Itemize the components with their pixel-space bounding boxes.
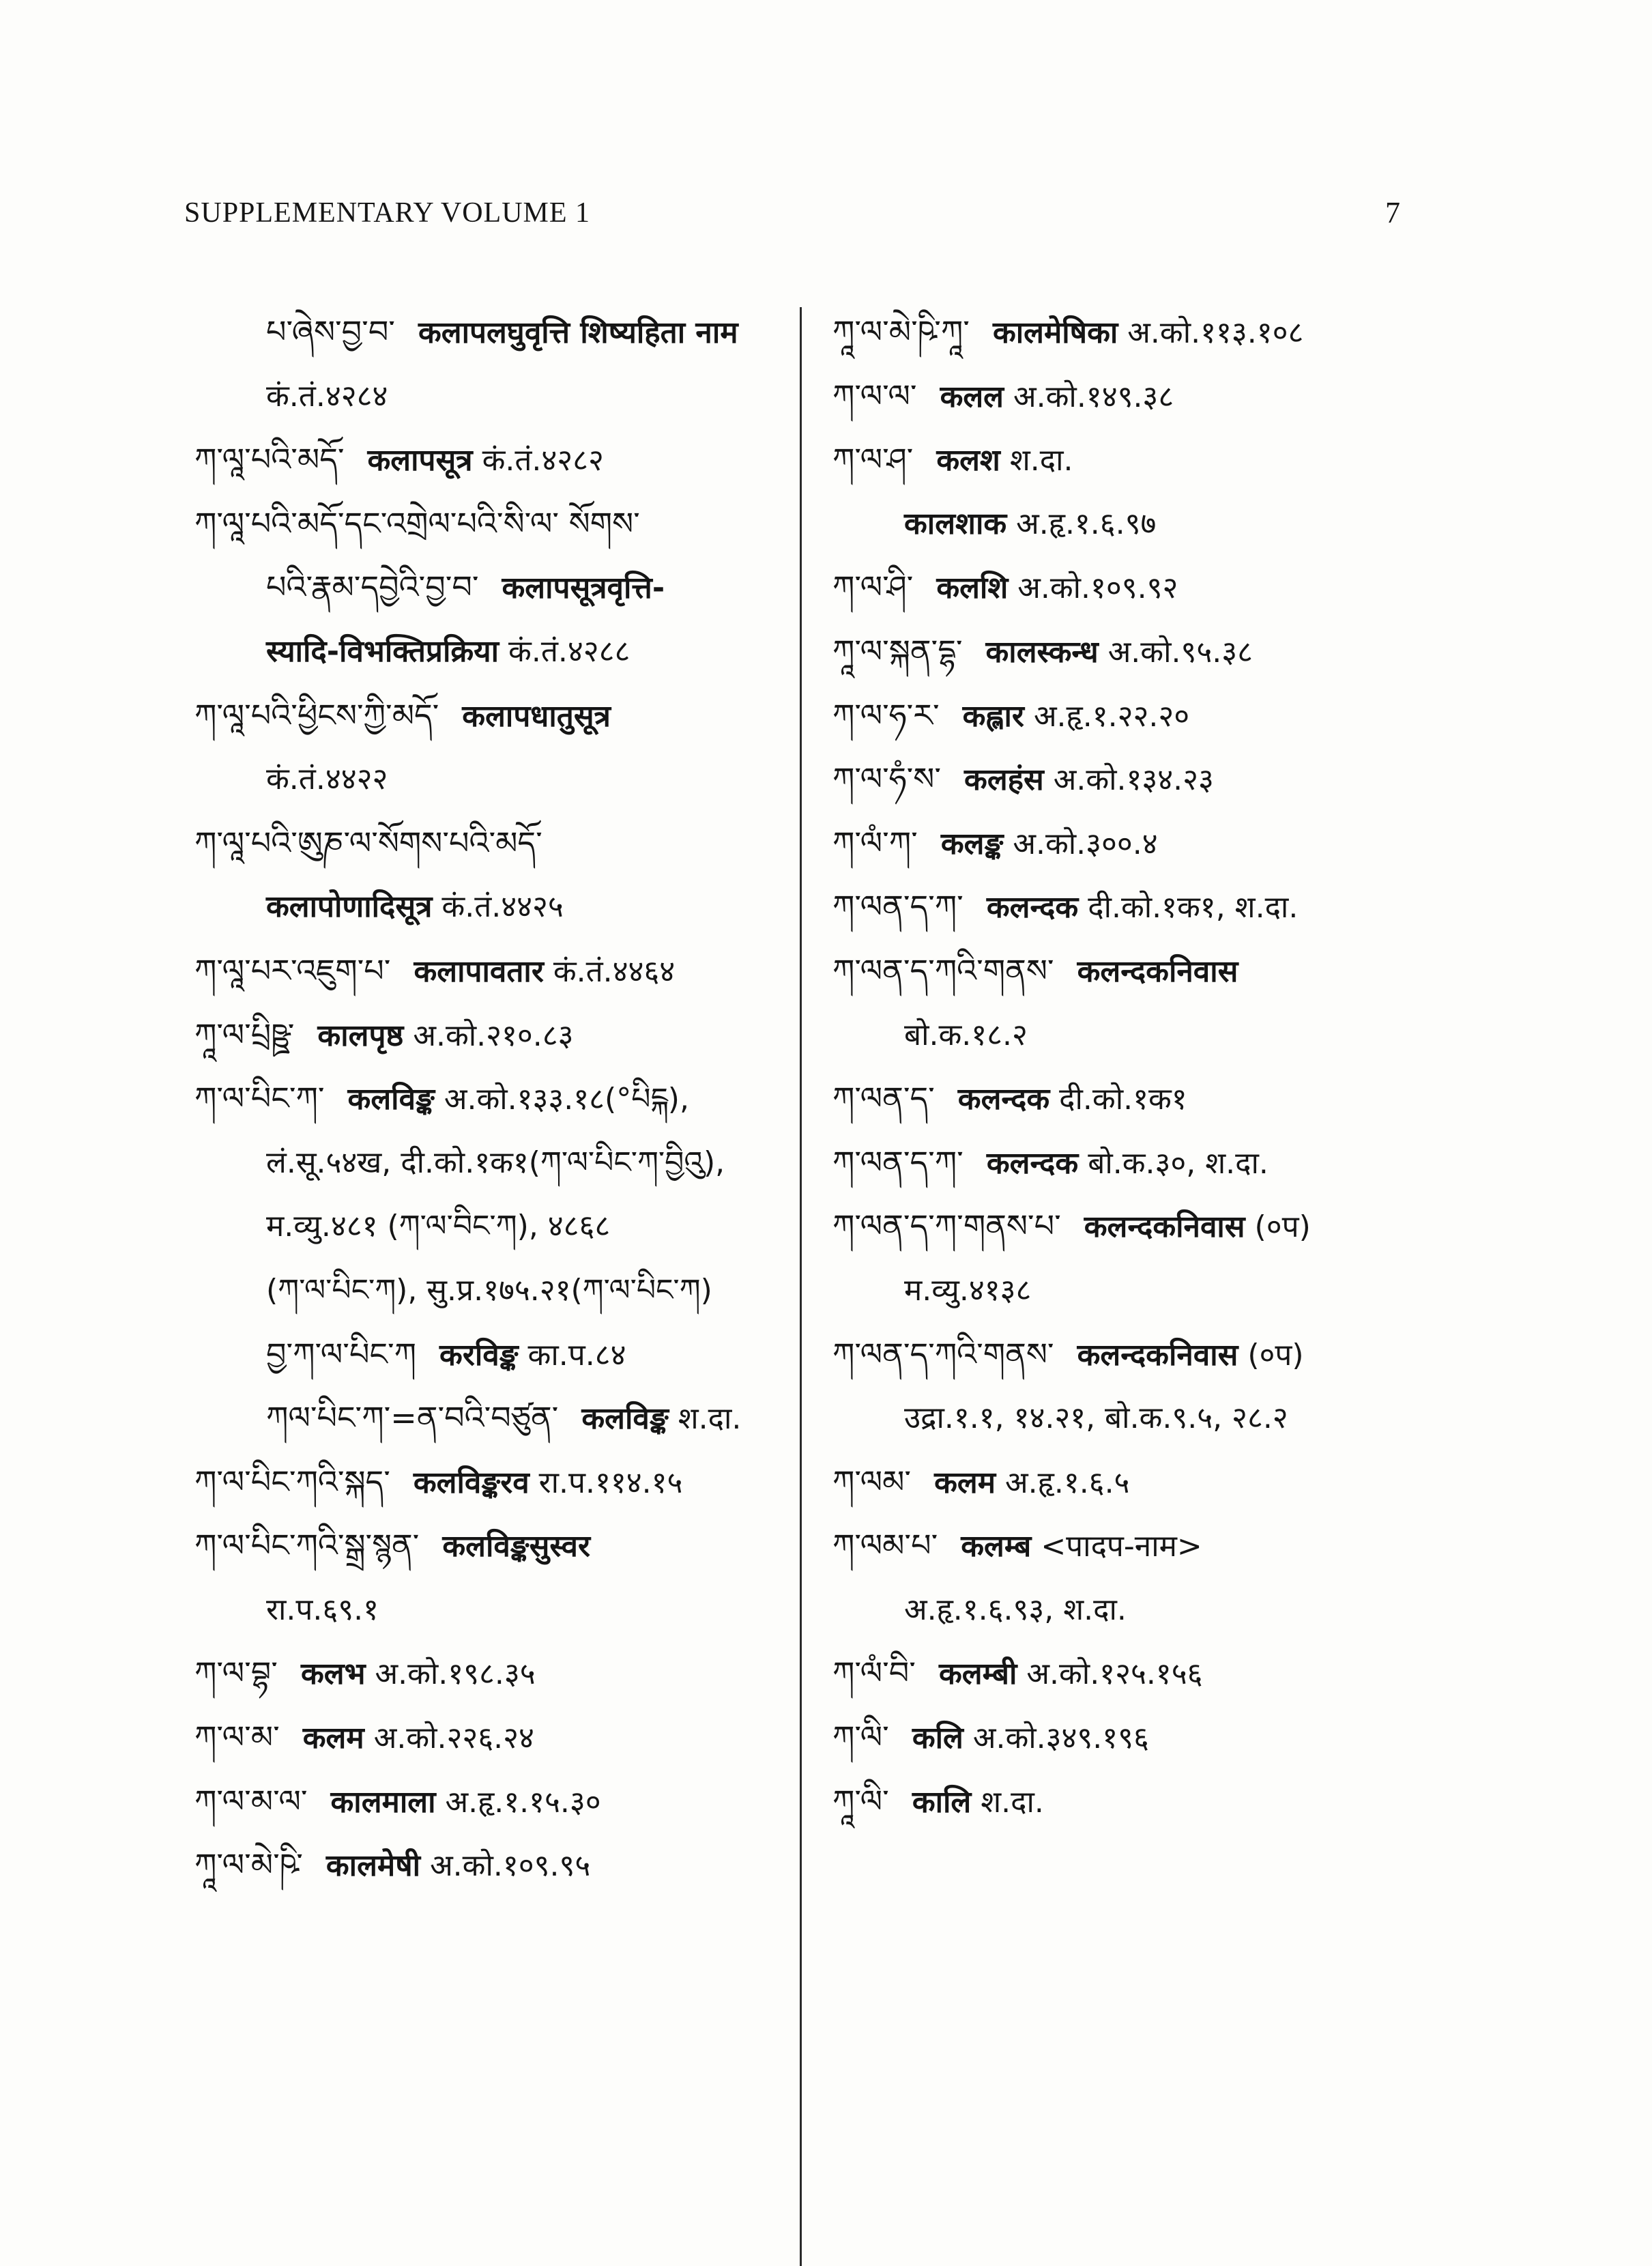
sanskrit-headword: कलन्दकनिवास xyxy=(1077,1337,1238,1373)
tibetan-term: པ་ཞེས་བྱ་བ་ xyxy=(266,313,395,350)
entry-line xyxy=(194,1003,809,1067)
entry-line xyxy=(832,1578,1447,1642)
entry-line xyxy=(832,364,1447,429)
entry-line xyxy=(832,1003,1447,1067)
reference-text: अ.को.११३.१०८ xyxy=(1127,315,1304,350)
sanskrit-headword: कलम्बी xyxy=(938,1657,1017,1692)
sanskrit-headword: कालमेषिका xyxy=(992,315,1118,350)
tibetan-term: ཀ་ལཾ་ཀ་ xyxy=(832,824,918,861)
entry-line xyxy=(832,747,1447,812)
sanskrit-headword: कलम्ब xyxy=(961,1529,1032,1564)
tibetan-term: ཀ་ལ་ལ་ xyxy=(832,377,917,414)
sanskrit-headword: कालमाला xyxy=(330,1784,436,1820)
tibetan-term: ཀ་ལན་ད་ཀ་ xyxy=(832,888,963,926)
entry-line xyxy=(832,1770,1447,1834)
tibetan-term: ཀ་ལ་པིང་ཀའི་སྒྲ་སྙན་ xyxy=(194,1527,420,1564)
entry-line xyxy=(832,812,1447,876)
reference-text: <पादप-नाम> xyxy=(1041,1529,1202,1564)
sanskrit-headword: कलापधातुसूत्र xyxy=(462,698,611,734)
reference-text: अ.को.९५.३८ xyxy=(1107,634,1253,670)
reference-text: अ.को.२२६.२४ xyxy=(373,1721,534,1756)
reference-text: अ.को.२१०.८३ xyxy=(413,1018,574,1053)
entry-line xyxy=(832,1514,1447,1578)
tibetan-term: བྱ་ཀ་ལ་པིང་ཀ xyxy=(266,1335,417,1373)
right-column xyxy=(832,300,1447,1833)
entry-line xyxy=(194,428,809,492)
sanskrit-headword: कलभ xyxy=(300,1657,366,1692)
sanskrit-headword: कह्लार xyxy=(962,698,1024,734)
entry-line xyxy=(832,1641,1447,1706)
reference-text: (०प) xyxy=(1254,1209,1311,1245)
sanskrit-headword: कलापलघुवृत्ति शिष्यहिता नाम xyxy=(418,315,738,350)
reference-text: अ.को.१०९.९५ xyxy=(430,1848,591,1884)
entry-line xyxy=(194,1386,809,1450)
sanskrit-headword: कलापोणादिसूत्र xyxy=(266,889,433,925)
entry-line xyxy=(194,939,809,1003)
tibetan-term: ཀཱ་ལི་ xyxy=(832,1782,889,1820)
reference-text: कं.तं.४४२२ xyxy=(266,762,388,797)
sanskrit-headword: कलन्दक xyxy=(986,890,1079,926)
entry-line xyxy=(194,1067,809,1131)
reference-text: बो.क.१८.२ xyxy=(904,1017,1028,1052)
reference-text: अ.को.१०९.९२ xyxy=(1017,571,1178,606)
reference-text: अ.को.१२५.१५६ xyxy=(1026,1657,1203,1692)
sanskrit-headword: कलन्दकनिवास xyxy=(1084,1209,1245,1245)
entry-line xyxy=(194,875,809,939)
reference-text: अ.को.१९८.३५ xyxy=(375,1657,536,1692)
tibetan-term: ཀ་ལན་ད་ཀ་ xyxy=(832,1143,963,1181)
tibetan-term: ཀཱ་ལ་མེ་ཥི་ཀཱ་ xyxy=(832,313,970,350)
sanskrit-headword: कालि xyxy=(912,1784,972,1820)
entry-line xyxy=(832,1194,1447,1259)
tibetan-term: ཀ་ལཾ་བི་ xyxy=(832,1654,916,1692)
reference-text: कं.तं.४२८८ xyxy=(508,633,631,669)
tibetan-term: ཀ་ལ་ཤ་ xyxy=(832,441,914,478)
sanskrit-headword: स्यादि-विभक्तिप्रक्रिया xyxy=(266,633,499,669)
entry-line xyxy=(194,556,809,620)
reference-text: कं.तं.४४६४ xyxy=(553,953,676,989)
sanskrit-headword: कलशि xyxy=(936,571,1009,606)
entry-line xyxy=(194,1450,809,1515)
sanskrit-headword: कलन्दक xyxy=(986,1145,1079,1181)
entry-line xyxy=(832,875,1447,939)
sanskrit-headword: कलापसूत्रवृत्ति- xyxy=(502,571,665,606)
entry-line xyxy=(832,428,1447,492)
reference-text: रा.प.११४.१५ xyxy=(538,1465,683,1500)
entry-line xyxy=(832,1706,1447,1770)
tibetan-term: ཀ་ལ་པིང་ཀའི་སྐད་ xyxy=(194,1463,390,1500)
left-column xyxy=(194,300,809,1897)
reference-text: अ.हृ.१.६.९३, श.दा. xyxy=(904,1592,1127,1627)
sanskrit-headword: कलल xyxy=(940,379,1004,414)
reference-text: कं.तं.४२८४ xyxy=(266,378,388,414)
entry-line xyxy=(832,1323,1447,1387)
tibetan-term: ཀ་ལ་མ་ལ་ xyxy=(194,1782,308,1820)
sanskrit-headword: कलविङ्क xyxy=(581,1401,669,1437)
entry-line xyxy=(194,1131,809,1195)
entry-line xyxy=(194,1578,809,1642)
sanskrit-headword: कलविङ्क xyxy=(347,1082,435,1117)
tibetan-term: ཀ་ལི་ xyxy=(832,1719,889,1756)
column-divider xyxy=(800,307,802,2266)
tibetan-term: ཀ་ལཱ་པའི་མདོ་ xyxy=(194,441,345,478)
sanskrit-headword: कालमेषी xyxy=(325,1848,421,1884)
tibetan-term: ཀལ་པིང་ཀ་=ན་བའི་བཙུན་ xyxy=(266,1399,559,1437)
tibetan-term: ཀཱ་ལ་སྐན་དྷ་ xyxy=(832,632,963,670)
tibetan-term: ཀ་ལ་ཧཾ་ས་ xyxy=(832,760,942,798)
entry-line xyxy=(194,1259,809,1323)
entry-line xyxy=(194,1514,809,1578)
reference-text: श.दा. xyxy=(981,1784,1044,1820)
reference-text: म.व्यु.४१३८ xyxy=(904,1272,1032,1308)
sanskrit-headword: कलश xyxy=(936,443,1000,478)
entry-line xyxy=(832,1131,1447,1195)
sanskrit-headword: कालस्कन्ध xyxy=(985,634,1099,670)
reference-text: कं.तं.४४२५ xyxy=(441,889,564,925)
reference-text: दी.को.१क१ xyxy=(1059,1082,1187,1117)
entry-line xyxy=(194,1706,809,1770)
entry-line xyxy=(194,1770,809,1834)
tibetan-term: ཀཱ་ལ་པྲིཥྛ་ xyxy=(194,1016,295,1053)
entry-line xyxy=(194,812,809,876)
sanskrit-headword: कलङ्क xyxy=(940,826,1004,861)
sanskrit-headword: कलन्दक xyxy=(957,1082,1050,1117)
reference-text: (ཀ་ལ་པིང་ཀ), सु.प्र.१७५.२१(ཀ་ལ་པིང་ཀ) xyxy=(266,1272,712,1308)
tibetan-term: ཀ་ལན་ད་ཀའི་གནས་ xyxy=(832,1335,1054,1373)
tibetan-term: ཀ་ལ་པིང་ཀ་ xyxy=(194,1080,325,1117)
entry-line xyxy=(832,300,1447,364)
tibetan-term: ཀཱ་ལ་མེ་ཥི་ xyxy=(194,1846,303,1884)
entry-line xyxy=(194,620,809,684)
sanskrit-headword: कलविङ्करव xyxy=(413,1465,530,1500)
entry-line xyxy=(194,1641,809,1706)
tibetan-term: ཀ་ལ་ཧ་ར་ xyxy=(832,696,940,734)
sanskrit-headword: कलविङ्कसुस्वर xyxy=(442,1529,590,1564)
reference-text: श.दा. xyxy=(1009,443,1073,478)
reference-text: अ.को.३००.४ xyxy=(1013,826,1158,861)
sanskrit-headword: कलन्दकनिवास xyxy=(1077,953,1238,989)
tibetan-term: ཀ་ལ་མ་ xyxy=(194,1719,280,1756)
reference-text: उद्रा.१.१, १४.२१, बो.क.९.५, २८.२ xyxy=(904,1401,1288,1436)
entry-line xyxy=(194,1194,809,1259)
sanskrit-headword: कलम xyxy=(934,1465,996,1500)
reference-text: लं.सू.५४ख, दी.को.१क१(ཀ་ལ་པིང་ཀ་བྱིའུ), xyxy=(266,1145,725,1180)
sanskrit-headword: कलि xyxy=(912,1721,963,1756)
sanskrit-headword: कलापसूत्र xyxy=(367,443,473,478)
sanskrit-headword: कलम xyxy=(302,1721,364,1756)
reference-text: अ.को.३४९.१९६ xyxy=(972,1721,1149,1756)
reference-text: अ.हृ.१.१५.३० xyxy=(445,1784,601,1820)
entry-line xyxy=(832,492,1447,556)
entry-line xyxy=(194,747,809,812)
entry-line xyxy=(194,1833,809,1897)
entry-line xyxy=(194,1323,809,1387)
tibetan-term: ཀ་ལ་ཤི་ xyxy=(832,569,914,606)
reference-text: अ.हृ.१.६.५ xyxy=(1005,1465,1130,1500)
reference-text: अ.हृ.१.२२.२० xyxy=(1033,698,1190,734)
sanskrit-headword: कलहंस xyxy=(964,762,1044,798)
tibetan-term: ཀ་ལ་བྷ་ xyxy=(194,1654,278,1692)
entry-line xyxy=(832,1450,1447,1515)
sanskrit-headword: कलापावतार xyxy=(414,953,544,989)
tibetan-term: ཀ་ལན་ད་ཀའི་གནས་ xyxy=(832,951,1054,989)
entry-line xyxy=(832,684,1447,748)
entry-line xyxy=(194,684,809,748)
page-number: 7 xyxy=(1385,196,1400,229)
entry-line xyxy=(194,364,809,429)
reference-text: म.व्यु.४८१ (ཀ་ལ་བིང་ཀ), ४८६८ xyxy=(266,1209,611,1244)
tibetan-term: ཀ་ལན་ད་ཀ་གནས་པ་ xyxy=(832,1207,1061,1245)
reference-text: कं.तं.४२८२ xyxy=(482,443,604,478)
entry-line xyxy=(832,1386,1447,1450)
reference-text: दी.को.१क१, श.दा. xyxy=(1088,890,1299,926)
reference-text: श.दा. xyxy=(678,1401,742,1437)
tibetan-term: ཀ་ལཱ་པའི་མདོ་དང་འགྲེལ་པའི་སི་ལ་ སོགས་ xyxy=(194,504,640,542)
entry-line xyxy=(194,492,809,556)
tibetan-term: ཀ་ལཱ་པའི་ཕྱིངས་ཀྱི་མདོ་ xyxy=(194,696,439,734)
entry-line xyxy=(832,556,1447,620)
sanskrit-headword: कालशाक xyxy=(904,506,1007,541)
reference-text: बो.क.३०, श.दा. xyxy=(1088,1145,1269,1181)
tibetan-term: པའི་རྣམ་དབྱེའི་བྱ་བ་ xyxy=(266,569,479,606)
entry-line xyxy=(832,939,1447,1003)
entry-line xyxy=(832,620,1447,684)
running-head: SUPPLEMENTARY VOLUME 1 xyxy=(184,197,591,229)
sanskrit-headword: कालपृष्ठ xyxy=(317,1018,404,1053)
tibetan-term: ཀ་ལཱ་པའི་ཨུཎ་ལ་སོགས་པའི་མདོ་ xyxy=(194,824,542,861)
reference-text: अ.को.१३३.१८(°པིངྐ), xyxy=(444,1082,689,1117)
entry-line xyxy=(832,1259,1447,1323)
reference-text: अ.को.१३४.२३ xyxy=(1053,762,1214,798)
sanskrit-headword: करविङ्क xyxy=(439,1337,519,1373)
tibetan-term: ཀ་ལམ་ xyxy=(832,1463,912,1500)
reference-text: (०प) xyxy=(1247,1337,1304,1373)
tibetan-term: ཀ་ལན་ད་ xyxy=(832,1080,935,1117)
tibetan-term: ཀ་ལམ་པ་ xyxy=(832,1527,938,1564)
reference-text: का.प.८४ xyxy=(527,1337,626,1373)
entry-line xyxy=(194,300,809,364)
entry-line xyxy=(832,1067,1447,1131)
reference-text: अ.को.१४९.३८ xyxy=(1013,379,1174,414)
reference-text: अ.हृ.१.६.९७ xyxy=(1016,506,1157,541)
reference-text: रा.प.६९.१ xyxy=(266,1592,379,1627)
tibetan-term: ཀ་ལཱ་པར་འཇུག་པ་ xyxy=(194,951,391,989)
